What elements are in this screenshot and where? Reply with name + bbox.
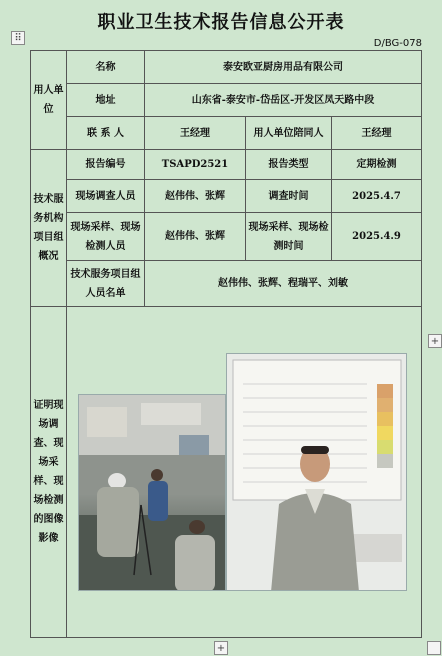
- table-add-column-icon[interactable]: +: [428, 334, 442, 348]
- team-value: 赵伟伟、张辉、程瑞平、刘敏: [145, 261, 422, 307]
- survey-time-value: 2025.4.7: [332, 180, 422, 213]
- employer-address-label: 地址: [67, 84, 145, 117]
- companion-value: 王经理: [332, 117, 422, 150]
- evidence-section-label: 证明现场调查、现场采样、现场检测的图像影像: [31, 307, 67, 638]
- on-site-sampling-photo: [78, 394, 226, 591]
- contact-label: 联 系 人: [67, 117, 145, 150]
- team-label: 技术服务项目组人员名单: [67, 261, 145, 307]
- service-section-label: 技术服务机构项目组概况: [31, 150, 67, 307]
- sampling-staff-value: 赵伟伟、张辉: [145, 213, 246, 261]
- report-no-value: TSAPD2521: [145, 150, 246, 180]
- survey-staff-label: 现场调查人员: [67, 180, 145, 213]
- staff-portrait-photo: [226, 353, 407, 591]
- contact-value: 王经理: [145, 117, 246, 150]
- table-resize-handle[interactable]: [427, 641, 441, 655]
- evidence-photos-cell: [67, 307, 422, 638]
- employer-name-label: 名称: [67, 51, 145, 84]
- info-table: [30, 50, 422, 638]
- report-type-value: 定期检测: [332, 150, 422, 180]
- sampling-time-label: 现场采样、现场检测时间: [246, 213, 332, 261]
- survey-time-label: 调查时间: [246, 180, 332, 213]
- companion-label: 用人单位陪同人: [246, 117, 332, 150]
- employer-address: 山东省-泰安市-岱岳区-开发区凤天路中段: [145, 84, 422, 117]
- report-type-label: 报告类型: [246, 150, 332, 180]
- table-add-row-icon[interactable]: +: [214, 641, 228, 655]
- employer-section-label: 用人单位: [31, 51, 67, 150]
- survey-staff-value: 赵伟伟、张辉: [145, 180, 246, 213]
- sampling-staff-label: 现场采样、现场检测人员: [67, 213, 145, 261]
- table-move-handle-icon[interactable]: ⠿: [11, 31, 25, 45]
- document-number: D/BG-078: [373, 38, 422, 49]
- employer-name: 泰安欧亚厨房用品有限公司: [145, 51, 422, 84]
- report-no-label: 报告编号: [67, 150, 145, 180]
- sampling-time-value: 2025.4.9: [332, 213, 422, 261]
- page-title: 职业卫生技术报告信息公开表: [97, 12, 345, 33]
